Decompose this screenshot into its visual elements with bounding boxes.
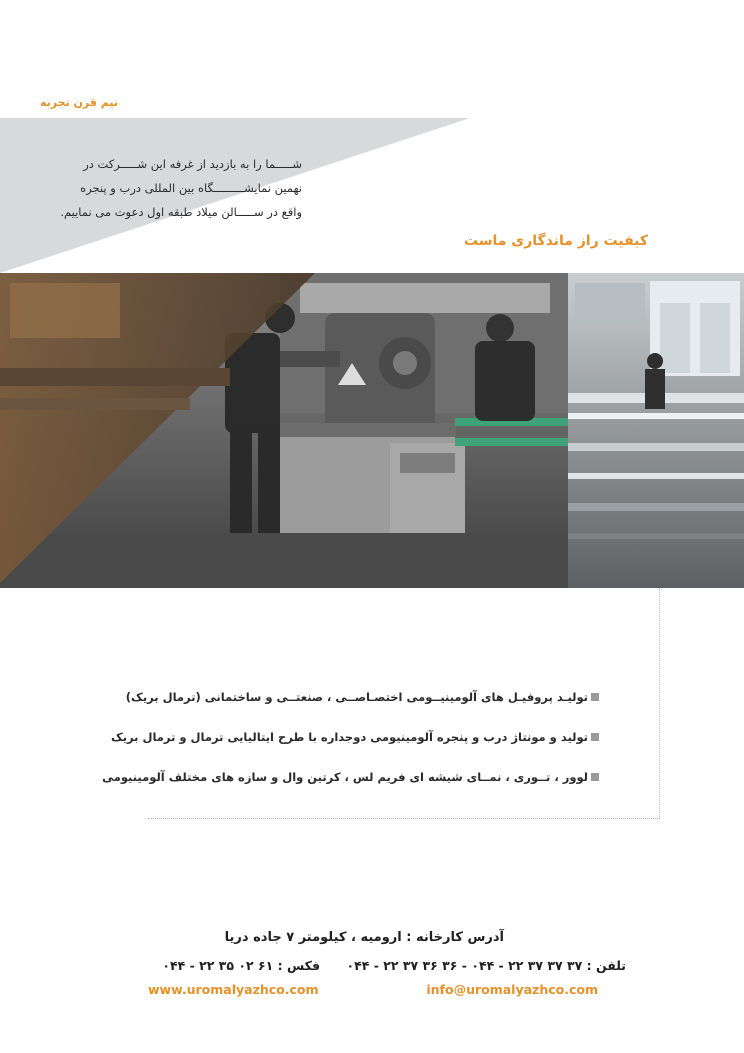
square-bullet-icon [591,733,599,741]
website-link[interactable]: www.uromalyazhco.com [148,982,319,997]
phone-numbers: تلفن : ۳۷ ۳۷ ۳۷ ۲۲ - ۰۴۴ - ۳۶ ۳۶ ۳۷ ۲۲ - ۰۴۴ [346,958,626,973]
tagline: نیم قرن تجربه [40,96,119,109]
list-item [102,767,599,787]
square-bullet-icon [591,773,599,781]
factory-photo [0,273,744,588]
invitation-text [20,152,302,224]
factory-address: آدرس کارخانه : ارومیه ، کیلومتر ۷ جاده دریا [224,930,504,945]
square-bullet-icon [591,693,599,701]
slogan-heading: کیفیت راز ماندگاری ماست [463,233,648,249]
fax-number: فکس : ۶۱ ۰۲ ۳۵ ۲۲ - ۰۴۴ [162,958,321,973]
email-link[interactable]: info@uromalyazhco.com [426,982,598,997]
list-item [125,687,599,707]
invitation-line: نهمین نمایشـــــــــگاه بین المللی درب و پنجره [80,181,302,195]
service-text: تولیـد پروفیـل های آلومینیــومی اختصـاصــی ، صنعتــی و ساختمانی (ترمال بریک) [125,690,588,704]
service-text: لوور ، تــوری ، نمــای شیشه ای فریم لس ، کرتین وال و سازه های مختلف آلومینیومی [102,770,588,784]
invitation-line: واقع در ســـــالن میلاد طبقه اول دعوت می نماییم. [60,205,302,219]
list-item [110,727,599,747]
services-list [102,687,599,807]
invitation-line: شـــــما را به بازدید از غرفه این شـــــرکت در [83,157,302,171]
service-text: تولید و مونتاژ درب و پنجره آلومینیومی دوجداره با طرح ایتالیایی ترمال و ترمال بریک [110,730,588,744]
phone-fax-line [162,958,626,973]
contact-links [148,982,598,997]
